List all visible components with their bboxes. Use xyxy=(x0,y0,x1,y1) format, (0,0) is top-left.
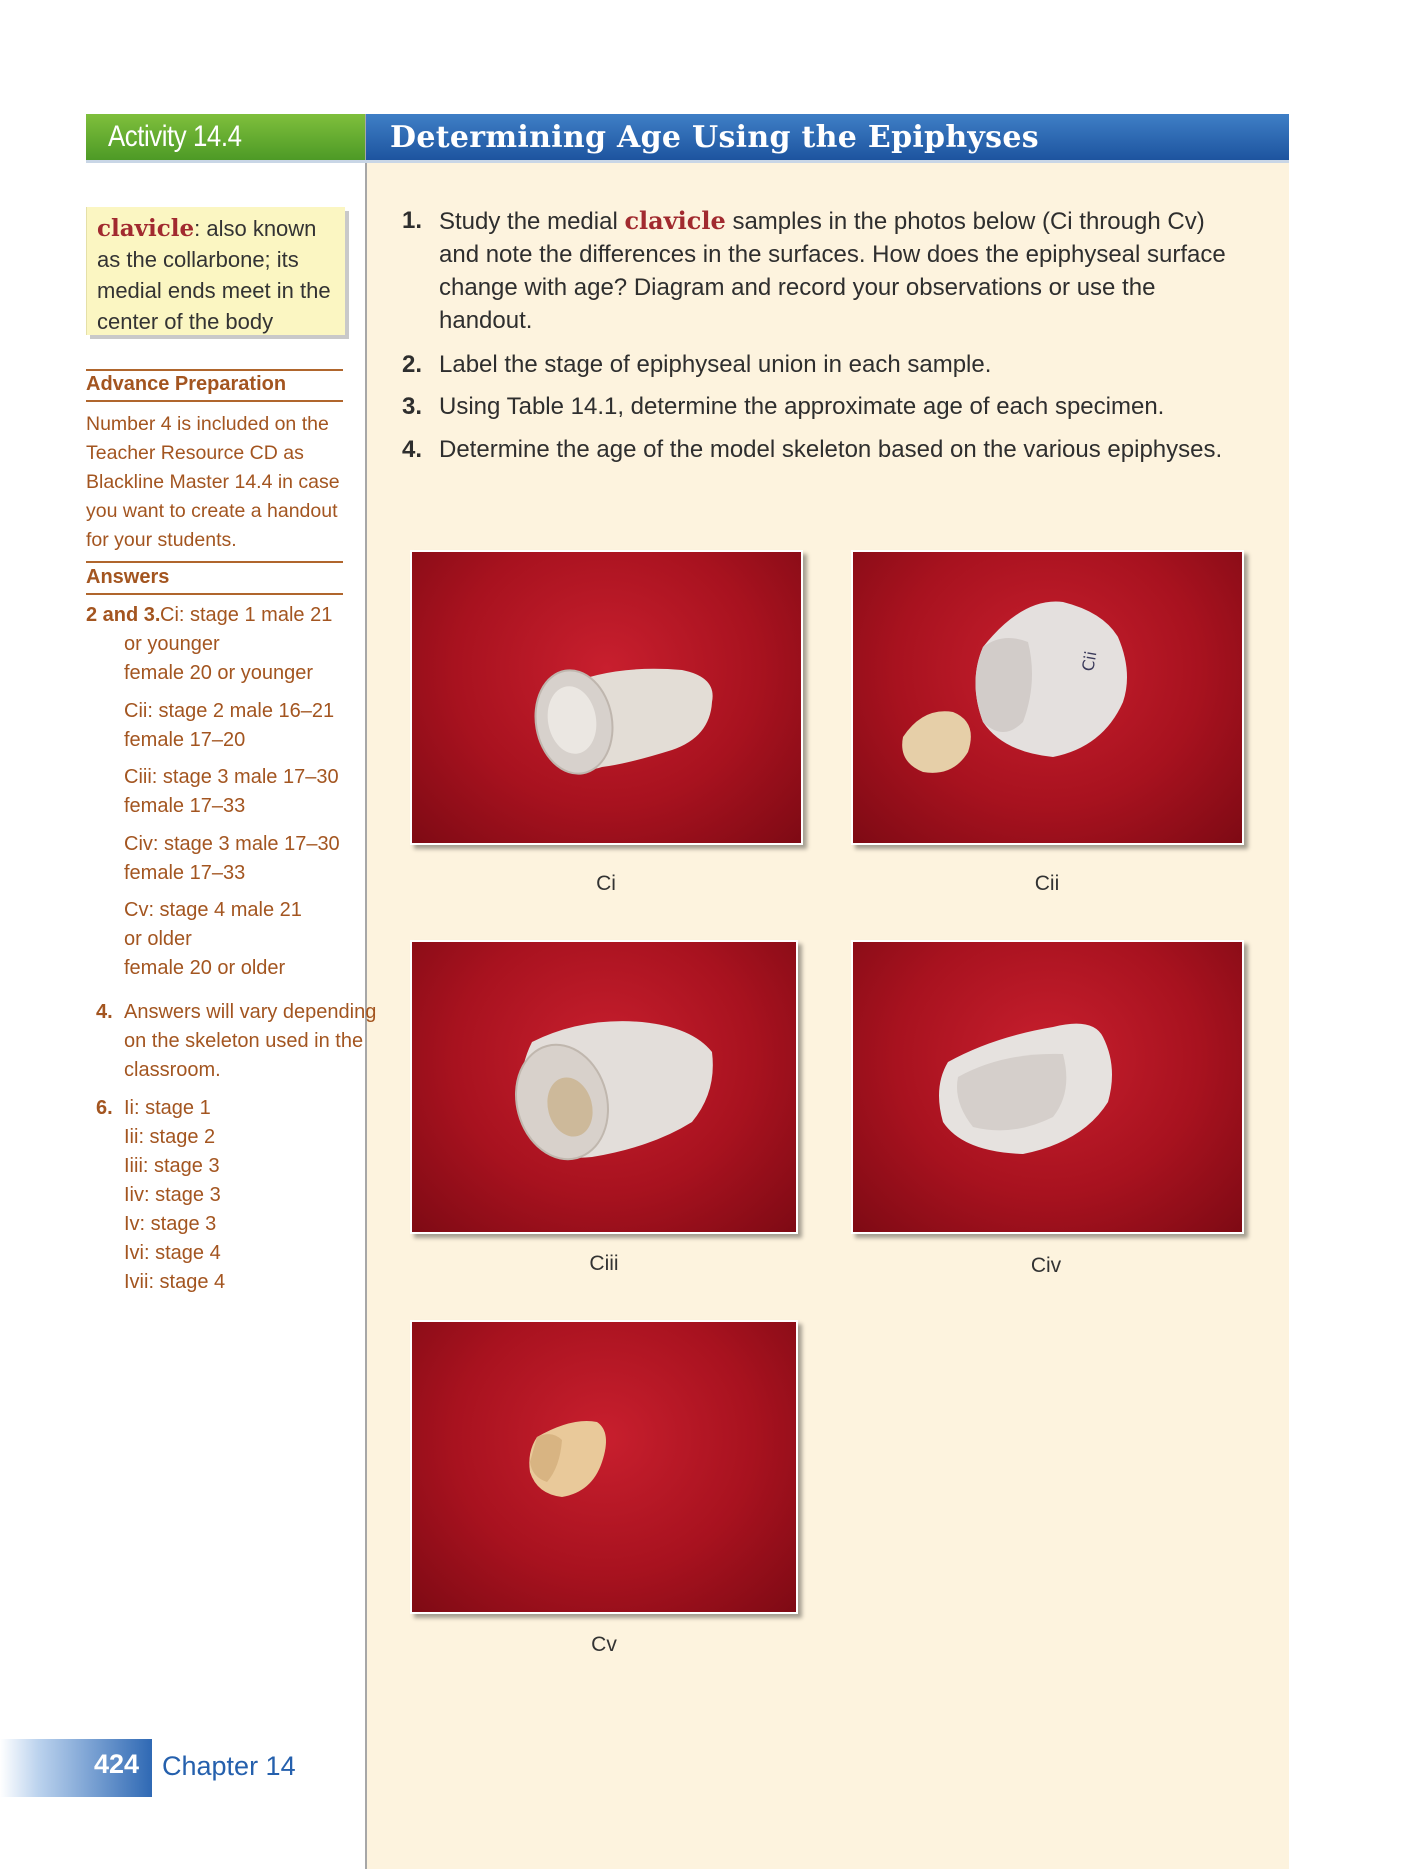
activity-title-bar xyxy=(366,114,1289,160)
photo-ciii xyxy=(410,940,798,1234)
answer-cv-line1: Cv: stage 4 male 21 xyxy=(124,899,302,921)
answer-ciii-line2: female 17–33 xyxy=(124,795,246,817)
activity-label: Activity 14.4 xyxy=(108,120,242,153)
column-divider xyxy=(365,114,367,1869)
advance-prep-heading: Advance Preparation xyxy=(86,373,287,395)
step-3-text: Using Table 14.1, determine the approximate age of each specimen. xyxy=(439,393,1165,420)
step-4-text: Determine the age of the model skeleton based on the various epiphyses. xyxy=(439,436,1223,463)
answer-4-label: 4. xyxy=(96,1001,113,1023)
answers-heading: Answers xyxy=(86,566,170,588)
page-number-tab xyxy=(0,1739,152,1797)
answer-4-line3: classroom. xyxy=(124,1059,221,1081)
glossary-box xyxy=(86,207,345,335)
answer-6-line7: Ivii: stage 4 xyxy=(124,1271,226,1293)
answer-civ-line2: female 17–33 xyxy=(124,862,246,884)
glossary-definition: : also known as the collarbone; its medial ends meet in the center of the body xyxy=(97,216,331,334)
answer-cii-line2: female 17–20 xyxy=(124,729,246,751)
step-1-keyword: clavicle xyxy=(624,206,726,235)
advance-prep-text: Number 4 is included on the Teacher Resource CD as Blackline Master 14.4 in case you want to create a handout for your students. xyxy=(86,413,340,551)
step-2-text: Label the stage of epiphyseal union in each sample. xyxy=(439,351,992,378)
answer-cii-line1: Cii: stage 2 male 16–21 xyxy=(124,700,335,722)
answer-6-line2: Iii: stage 2 xyxy=(124,1126,216,1148)
photo-cv xyxy=(410,1320,798,1614)
glossary-entry xyxy=(97,213,337,337)
photo-cii xyxy=(851,550,1244,845)
step-1-text: Study the medial clavicle samples in the photos below (Ci through Cv) and note the differences in the surfaces. How does the epiphyseal surface change with age? Diagram and record your observations or use the handout. xyxy=(439,206,1226,334)
activity-title: Determining Age Using the Epiphyses xyxy=(390,120,1039,155)
bone-specimen-ciii xyxy=(412,942,796,1232)
advance-prep-rule-bottom xyxy=(86,400,343,402)
step-4-number: 4. xyxy=(402,436,423,463)
photo-civ xyxy=(851,940,1244,1234)
answer-ci-line2: or younger xyxy=(124,633,220,655)
chapter-label: Chapter 14 xyxy=(162,1751,296,1781)
answers-rule-bottom xyxy=(86,593,343,595)
answer-6-line4: Iiv: stage 3 xyxy=(124,1184,221,1206)
caption-ciii: Ciii xyxy=(589,1252,619,1275)
caption-civ: Civ xyxy=(1030,1254,1062,1277)
bone-specimen-ci xyxy=(412,552,801,843)
caption-cii: Cii xyxy=(1034,872,1060,895)
answers-group-label: 2 and 3. xyxy=(86,604,161,626)
advance-prep-rule-top xyxy=(86,369,343,371)
answer-civ-line1: Civ: stage 3 male 17–30 xyxy=(124,833,340,855)
answer-4-line1: Answers will vary depending xyxy=(124,1001,377,1023)
answer-6-line6: Ivi: stage 4 xyxy=(124,1242,221,1264)
photo-ci xyxy=(410,550,803,845)
header-rule xyxy=(86,160,1289,163)
caption-cv: Cv xyxy=(591,1633,617,1656)
answer-6-line1: Ii: stage 1 xyxy=(124,1097,211,1119)
answer-ci-line3: female 20 or younger xyxy=(124,662,314,684)
glossary-term: clavicle xyxy=(97,215,195,242)
bone-specimen-cv xyxy=(412,1322,796,1612)
specimen-mark-cii: Cii xyxy=(1078,649,1101,673)
answer-6-line3: Iiii: stage 3 xyxy=(124,1155,220,1177)
answer-cv-line3: female 20 or older xyxy=(124,957,286,979)
bone-specimen-civ xyxy=(853,942,1242,1232)
answer-ciii-line1: Ciii: stage 3 male 17–30 xyxy=(124,766,339,788)
activity-label-bar xyxy=(86,114,365,160)
step-2-number: 2. xyxy=(402,351,423,378)
step-1-number: 1. xyxy=(402,207,423,234)
answer-ci-line1: Ci: stage 1 male 21 xyxy=(160,604,333,626)
answers-rule-top xyxy=(86,561,343,563)
step-3-number: 3. xyxy=(402,393,423,420)
bone-specimen-cii xyxy=(853,552,1242,843)
page-number: 424 xyxy=(93,1749,139,1779)
answer-cv-line2: or older xyxy=(124,928,192,950)
answer-4-line2: on the skeleton used in the xyxy=(124,1030,364,1052)
caption-ci: Ci xyxy=(596,872,616,895)
answer-6-line5: Iv: stage 3 xyxy=(124,1213,217,1235)
answer-6-label: 6. xyxy=(96,1097,113,1119)
